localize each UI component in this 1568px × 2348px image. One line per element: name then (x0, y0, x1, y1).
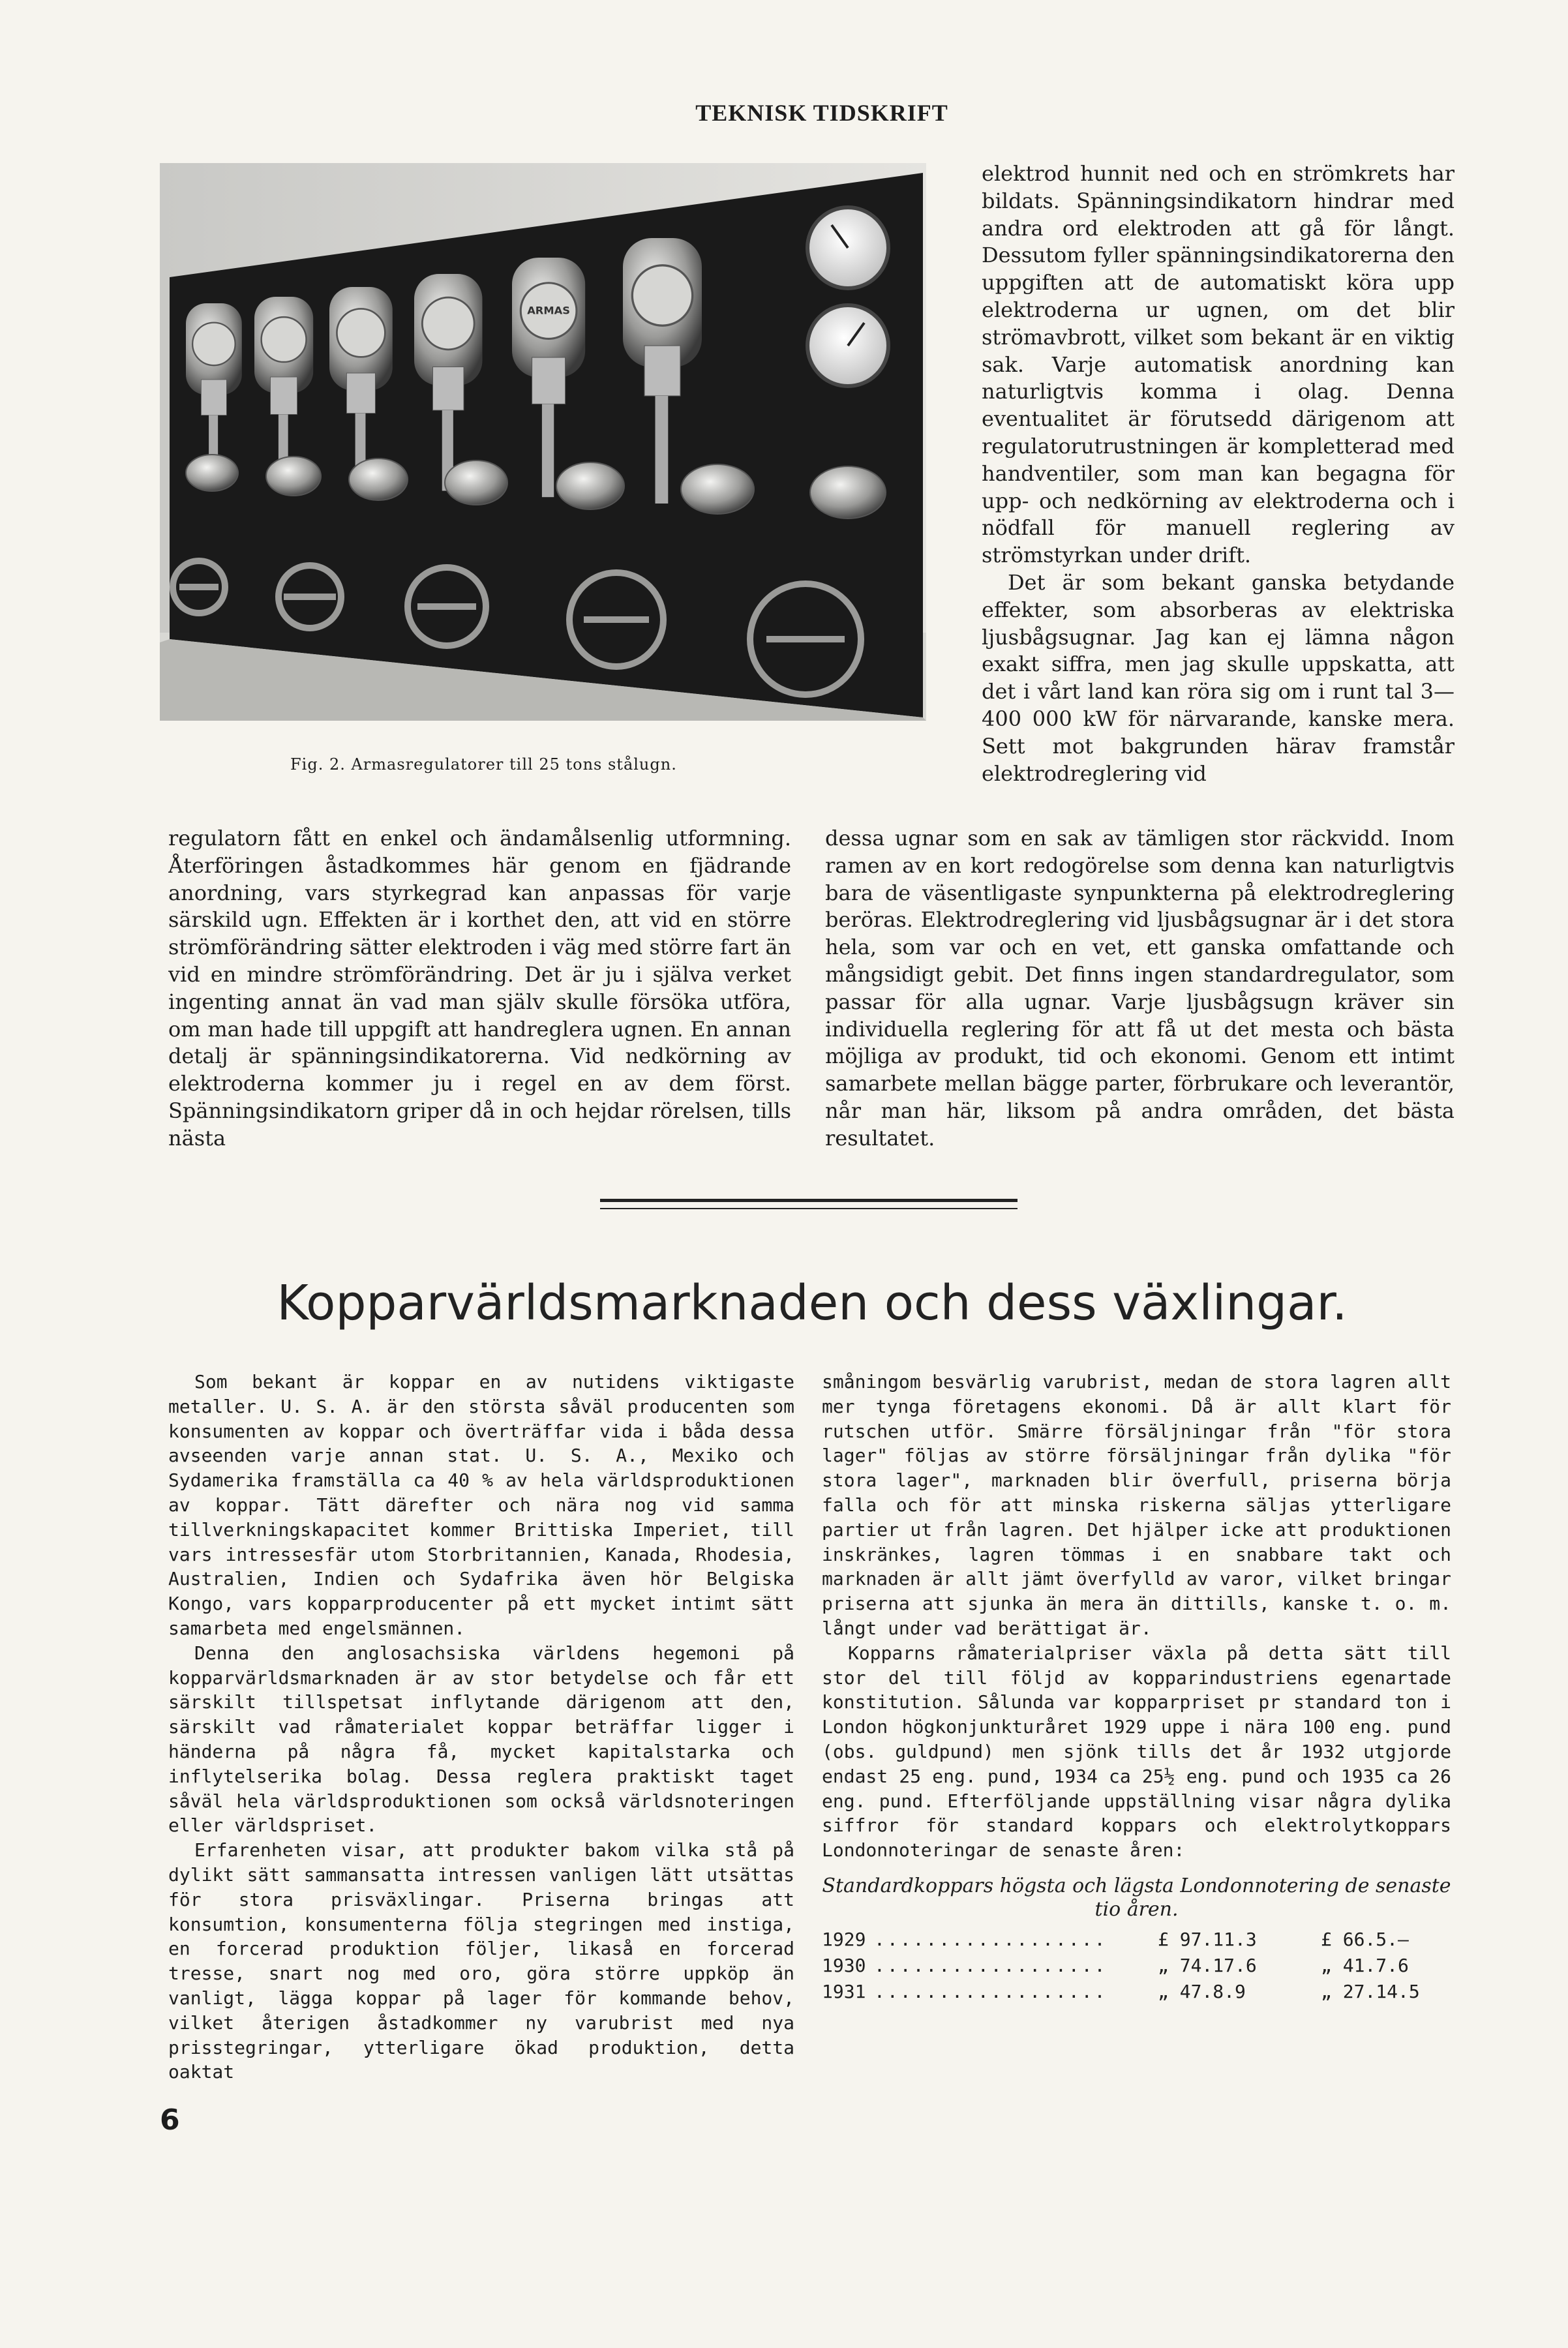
top-right-continuation (825, 825, 1455, 1177)
table-leader: .................. (874, 1928, 1108, 1950)
article-left-column (168, 1370, 794, 2113)
paragraph: regulatorn fått en enkel och ändamålsenlig utformning. Återföringen åstadkommes här genom en fjädrande anordning, vars styrkegrad kan anpassas för varje särskild ugn. Effekten är i korthet den, att vid en större strömförändring sätter elektroden i väg med större fart än vid en mindre strömförändring. Det är ju i själva verket ingenting annat än vad man själv skulle försöka utföra, om man hade till uppgift att handreglera ugnen. En annan detalj är spänningsindikatorerna. Vid nedkörning av elektroderna kommer ju i regel en av dem först. Spänningsindikatorn griper då in och hejdar rörelsen, tills nästa (168, 826, 791, 1151)
paragraph: Som bekant är koppar en av nutidens viktigaste metaller. U. S. A. är den största såväl producenten som konsumenten av koppar och överträffar vida i båda dessa avseenden varje annan stat. U. S. A., Mexiko och Sydamerika framställa ca 40 % av hela världsproduktionen av koppar. Tätt därefter och nära nog vid samma tillverkningskapacitet kommer Brittiska Imperiet, till vars intressesfär utom Storbritannien, Kanada, Rhodesia, Australien, Indien och Sydafrika även hör Belgiska Kongo, vars kopparproducenter på ett mycket intimt sätt samarbeta med engelsmännen. (168, 1371, 794, 1639)
table-year: 1929 (822, 1928, 866, 1950)
price-table-title: Standardkoppars högsta och lägsta Londonnotering de senaste tio åren. (822, 1874, 1451, 1921)
table-high: „ 74.17.6 (1158, 1954, 1257, 1976)
paragraph: elektrod hunnit ned och en strömkrets har bildats. Spänningsindikatorn hindrar med andra ord elektroden att gå för långt. Dessutom fyller spänningsindikatorerna den uppgiften att de automatiskt köra upp elektroderna ur ugnen, om det blir strömavbrott, vilket som bekant är en viktig sak. Varje automatisk anordning kan naturligtvis komma i olag. Denna eventualitet är förutsedd därigenom att regulatorutrustningen är kompletterad med handventiler, som man kan begagna för upp- och nedkörning av elektroderna och i nödfall för manuell reglering av strömstyrkan under drift. (982, 161, 1455, 568)
photo-illustration (160, 163, 926, 721)
table-high: „ 47.8.9 (1158, 1980, 1246, 2002)
table-row (822, 1979, 1451, 2005)
table-low: £ 66.5.— (1321, 1928, 1409, 1950)
price-table (822, 1874, 1451, 2005)
table-leader: .................. (874, 1980, 1108, 2002)
table-year: 1931 (822, 1980, 866, 2002)
paragraph: Det är som bekant ganska betydande effekter, som absorberas av elektriska ljusbågsugnar. Jag kan ej lämna någon exakt siffra, men jag skulle uppskatta, att det i vårt land kan röra sig om i runt tal 3—400 000 kW för närvarande, kanske mera. Sett mot bakgrunden härav framstår elektrodreglering vid (982, 569, 1455, 786)
paragraph: Denna den anglosachsiska världens hegemoni på kopparvärldsmarknaden är av stor betydelse och får ett särskilt tillspetsat inflytande därigenom att den, särskilt vad råmaterialet koppar beträffar ligger i händerna på några få, mycket kapitalstarka och inflytelserika bolag. Dessa reglera praktiskt taget såväl hela världsproduktionen som också världsnoteringen eller världspriset. (168, 1642, 794, 1837)
table-year: 1930 (822, 1954, 866, 1976)
article-headline: Kopparvärldsmarknaden och dess växlingar. (277, 1275, 1348, 1331)
masthead: TEKNISK TIDSKRIFT (695, 100, 948, 126)
figure-caption: Fig. 2. Armasregulatorer till 25 tons stålugn. (290, 755, 677, 774)
paragraph: dessa ugnar som en sak av tämligen stor räckvidd. Inom ramen av en kort redogörelse som denna kan naturligtvis bara de väsentligaste synpunkterna på elektrodreglering beröras. Elektrodreglering vid ljusbågsugnar är i det stora hela, som var och en vet, ett ganska omfattande och mångsidigt gebit. Det finns ingen standardregulator, som passar för alla ugnar. Varje ljusbågsugn kräver sin individuella reglering för att få ut det mesta och bästa möjliga av produkt, tid och ekonomi. Genom ett intimt samarbete mellan bägge parter, förbrukare och leverantör, når man här, liksom på andra områden, det bästa resultatet. (825, 826, 1455, 1151)
table-high: £ 97.11.3 (1158, 1928, 1257, 1950)
section-divider (600, 1199, 1018, 1202)
paragraph: Erfarenheten visar, att produkter bakom vilka stå på dylikt sätt sammansatta intressen vanligen lätt utsättas för stora prisväxlingar. Priserna bringas att konsumtion, konsumenterna följa stegringen med instiga, en forcerad produktion följer, likaså en forcerad tresse, snart nog med oro, göra större uppköp än vanligt, lägga koppar på lager för kommande behov, vilket återigen åstadkommer ny varubrist med nya prisstegringar, ytterligare ökad produktion, detta oaktat (168, 1839, 794, 2083)
top-right-column (982, 160, 1455, 816)
regulator-panel-photo (160, 163, 926, 721)
article-right-column (822, 1370, 1451, 2348)
table-row (822, 1927, 1451, 1953)
table-low: „ 27.14.5 (1321, 1980, 1420, 2002)
table-leader: .................. (874, 1954, 1108, 1976)
table-row (822, 1953, 1451, 1979)
section-divider-thin (600, 1208, 1018, 1209)
dial-label: ARMAS (527, 304, 570, 317)
paragraph: småningom besvärlig varubrist, medan de stora lagren allt mer tynga företagens ekonomi. Då är allt klart för rutschen utför. Smärre försäljningar från "för stora lager" följas av större försäljningar från dylika "för stora lager", marknaden blir överfull, priserna börja falla och för att minska riskerna säljas ytterligare partier ut från lagren. Det hjälper icke att produktionen inskränkes, lagren tömmas i en snabbare takt och marknaden är allt jämt överfylld av varor, vilket bringar priserna att sjunka än mera än dittills, kanske t. o. m. långt under vad berättigat är. (822, 1371, 1451, 1639)
top-left-continuation (168, 825, 791, 1177)
paragraph: Kopparns råmaterialpriser växla på detta sätt till stor del till följd av kopparindustriens egenartade konstitution. Sålunda var kopparpriset pr standard ton i London högkonjunkturåret 1929 uppe i nära 100 eng. pund (obs. guldpund) men sjönk tills det år 1932 utgjorde endast 25 eng. pund, 1934 ca 25½ eng. pund och 1935 ca 26 eng. pund. Efterföljande uppställning visar några dylika siffror för standard koppars och elektrolytkoppars Londonnoteringar de senaste åren: (822, 1642, 1451, 1861)
table-low: „ 41.7.6 (1321, 1954, 1409, 1976)
page-number: 6 (160, 2103, 180, 2137)
